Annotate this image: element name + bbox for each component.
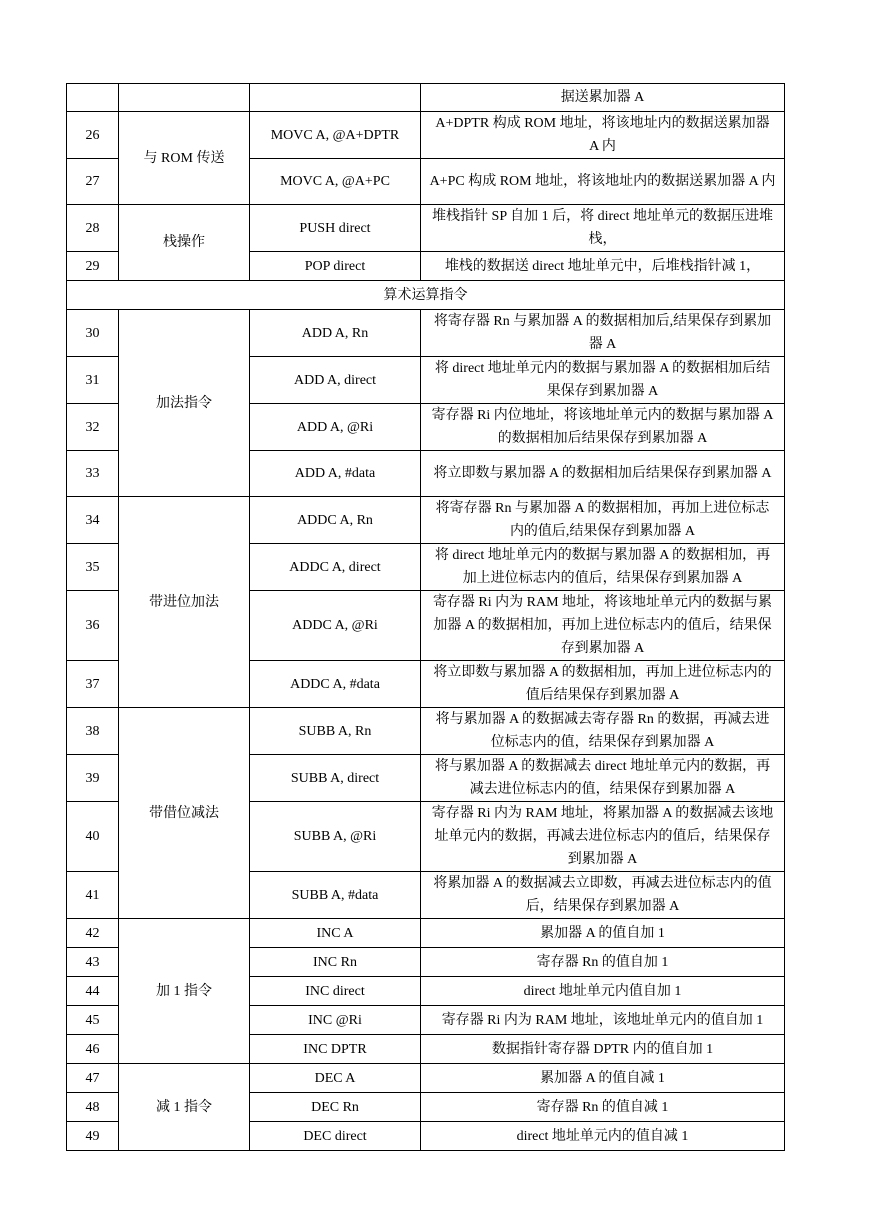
- instruction-cell: ADDC A, @Ri: [250, 591, 421, 661]
- table-row: [67, 708, 785, 755]
- description-cell: 寄存器 Rn 的值自加 1: [421, 948, 785, 977]
- row-number: 30: [67, 310, 119, 357]
- instruction-cell: PUSH direct: [250, 205, 421, 252]
- row-number: 49: [67, 1122, 119, 1151]
- description-cell: 将 direct 地址单元内的数据与累加器 A 的数据相加，再加上进位标志内的值后，结果保存到累加器 A: [421, 544, 785, 591]
- table-row: [67, 84, 785, 112]
- row-number: 27: [67, 159, 119, 205]
- instruction-cell: POP direct: [250, 252, 421, 281]
- instruction-cell: SUBB A, Rn: [250, 708, 421, 755]
- instruction-cell: DEC Rn: [250, 1093, 421, 1122]
- description-cell: direct 地址单元内的值自减 1: [421, 1122, 785, 1151]
- instruction-cell: INC @Ri: [250, 1006, 421, 1035]
- instruction-cell: DEC direct: [250, 1122, 421, 1151]
- description-cell: 据送累加器 A: [421, 84, 785, 112]
- instruction-cell: SUBB A, #data: [250, 872, 421, 919]
- description-cell: 将立即数与累加器 A 的数据相加后结果保存到累加器 A: [421, 451, 785, 497]
- instruction-table-body: [67, 84, 785, 1151]
- description-cell: 将寄存器 Rn 与累加器 A 的数据相加，再加上进位标志内的值后,结果保存到累加器 A: [421, 497, 785, 544]
- table-row: [67, 310, 785, 357]
- instruction-table: [66, 83, 785, 1151]
- row-number: 41: [67, 872, 119, 919]
- category-cell: 加 1 指令: [119, 919, 250, 1064]
- table-row: [67, 497, 785, 544]
- row-number: 38: [67, 708, 119, 755]
- row-number: 40: [67, 802, 119, 872]
- instruction-cell: ADD A, @Ri: [250, 404, 421, 451]
- category-cell: 带进位加法: [119, 497, 250, 708]
- instruction-cell: INC Rn: [250, 948, 421, 977]
- row-number: 44: [67, 977, 119, 1006]
- instruction-cell: INC DPTR: [250, 1035, 421, 1064]
- category-cell: 加法指令: [119, 310, 250, 497]
- instruction-cell: DEC A: [250, 1064, 421, 1093]
- instruction-cell: INC direct: [250, 977, 421, 1006]
- section-title: 算术运算指令: [67, 281, 785, 310]
- instruction-cell: ADDC A, direct: [250, 544, 421, 591]
- row-number: 42: [67, 919, 119, 948]
- description-cell: 将与累加器 A 的数据减去 direct 地址单元内的数据，再减去进位标志内的值，结果保存到累加器 A: [421, 755, 785, 802]
- description-cell: 寄存器 Ri 内位地址，将该地址单元内的数据与累加器 A 的数据相加后结果保存到累加器 A: [421, 404, 785, 451]
- instruction-cell: MOVC A, @A+PC: [250, 159, 421, 205]
- instruction-cell: ADD A, direct: [250, 357, 421, 404]
- description-cell: A+PC 构成 ROM 地址，将该地址内的数据送累加器 A 内: [421, 159, 785, 205]
- description-cell: 累加器 A 的值自加 1: [421, 919, 785, 948]
- instruction-cell: ADDC A, Rn: [250, 497, 421, 544]
- category-cell: 减 1 指令: [119, 1064, 250, 1151]
- document-page: [66, 83, 784, 1151]
- section-header-row: [67, 281, 785, 310]
- row-number: 31: [67, 357, 119, 404]
- description-cell: 数据指针寄存器 DPTR 内的值自加 1: [421, 1035, 785, 1064]
- description-cell: 将立即数与累加器 A 的数据相加，再加上进位标志内的值后结果保存到累加器 A: [421, 661, 785, 708]
- row-number: 33: [67, 451, 119, 497]
- row-number: 32: [67, 404, 119, 451]
- instruction-cell: ADD A, #data: [250, 451, 421, 497]
- category-cell: 带借位减法: [119, 708, 250, 919]
- row-number: 43: [67, 948, 119, 977]
- description-cell: 将 direct 地址单元内的数据与累加器 A 的数据相加后结果保存到累加器 A: [421, 357, 785, 404]
- description-cell: 堆栈指针 SP 自加 1 后，将 direct 地址单元的数据压进堆栈，: [421, 205, 785, 252]
- instruction-cell: SUBB A, direct: [250, 755, 421, 802]
- description-cell: 累加器 A 的值自减 1: [421, 1064, 785, 1093]
- description-cell: 寄存器 Ri 内为 RAM 地址，将累加器 A 的数据减去该地址单元内的数据，再减去进位标志内的值后，结果保存到累加器 A: [421, 802, 785, 872]
- description-cell: 将与累加器 A 的数据减去寄存器 Rn 的数据，再减去进位标志内的值，结果保存到累加器 A: [421, 708, 785, 755]
- row-number: 28: [67, 205, 119, 252]
- row-number: 47: [67, 1064, 119, 1093]
- row-number: 48: [67, 1093, 119, 1122]
- instruction-cell: [250, 84, 421, 112]
- instruction-cell: INC A: [250, 919, 421, 948]
- row-number: 35: [67, 544, 119, 591]
- description-cell: 寄存器 Rn 的值自减 1: [421, 1093, 785, 1122]
- description-cell: 将累加器 A 的数据减去立即数，再减去进位标志内的值后，结果保存到累加器 A: [421, 872, 785, 919]
- instruction-cell: ADD A, Rn: [250, 310, 421, 357]
- category-cell: [119, 84, 250, 112]
- description-cell: 将寄存器 Rn 与累加器 A 的数据相加后,结果保存到累加器 A: [421, 310, 785, 357]
- description-cell: A+DPTR 构成 ROM 地址，将该地址内的数据送累加器 A 内: [421, 112, 785, 159]
- row-number: 46: [67, 1035, 119, 1064]
- table-row: [67, 1064, 785, 1093]
- description-cell: direct 地址单元内值自加 1: [421, 977, 785, 1006]
- table-row: [67, 205, 785, 252]
- instruction-cell: ADDC A, #data: [250, 661, 421, 708]
- category-cell: 与 ROM 传送: [119, 112, 250, 205]
- row-number: 26: [67, 112, 119, 159]
- description-cell: 寄存器 Ri 内为 RAM 地址，将该地址单元内的数据与累加器 A 的数据相加，再加上进位标志内的值后，结果保存到累加器 A: [421, 591, 785, 661]
- row-number: 36: [67, 591, 119, 661]
- row-number: 45: [67, 1006, 119, 1035]
- instruction-cell: MOVC A, @A+DPTR: [250, 112, 421, 159]
- row-number: [67, 84, 119, 112]
- category-cell: 栈操作: [119, 205, 250, 281]
- row-number: 34: [67, 497, 119, 544]
- table-row: [67, 112, 785, 159]
- description-cell: 堆栈的数据送 direct 地址单元中，后堆栈指针减 1，: [421, 252, 785, 281]
- row-number: 39: [67, 755, 119, 802]
- row-number: 37: [67, 661, 119, 708]
- table-row: [67, 919, 785, 948]
- instruction-cell: SUBB A, @Ri: [250, 802, 421, 872]
- description-cell: 寄存器 Ri 内为 RAM 地址，该地址单元内的值自加 1: [421, 1006, 785, 1035]
- row-number: 29: [67, 252, 119, 281]
